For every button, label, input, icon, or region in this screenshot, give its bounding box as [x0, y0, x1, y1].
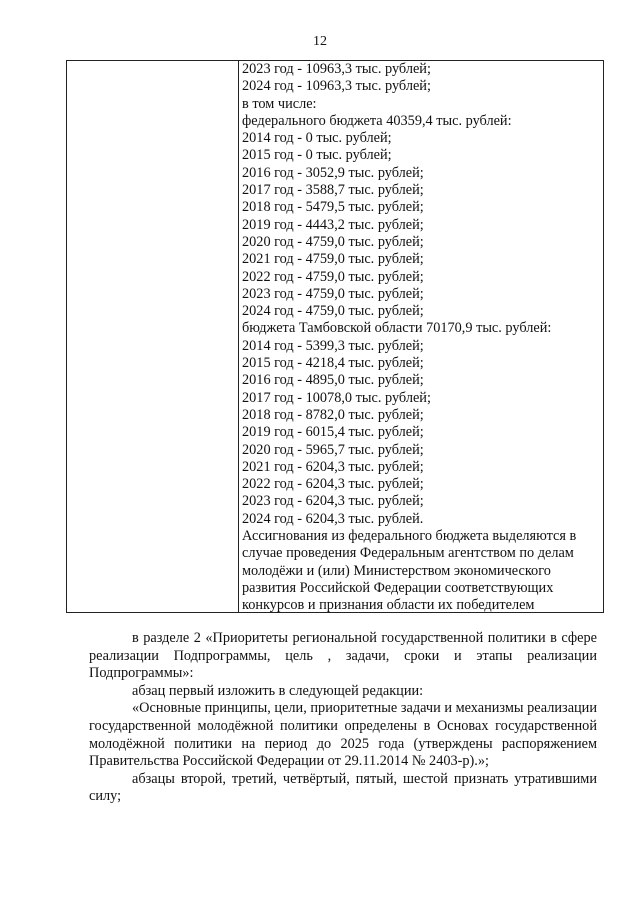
- table-line: 2016 год - 3052,9 тыс. рублей;: [242, 164, 424, 181]
- table-line: 2021 год - 4759,0 тыс. рублей;: [242, 251, 424, 268]
- table-column-divider: [238, 61, 239, 613]
- table-line: федерального бюджета 40359,4 тыс. рублей:: [242, 112, 512, 129]
- table-line: 2018 год - 8782,0 тыс. рублей;: [242, 406, 424, 423]
- table-line: 2020 год - 5965,7 тыс. рублей;: [242, 441, 424, 458]
- table-line: 2018 год - 5479,5 тыс. рублей;: [242, 199, 424, 216]
- table-line: 2024 год - 6204,3 тыс. рублей.: [242, 510, 424, 527]
- funding-table: [66, 60, 604, 613]
- table-line: 2015 год - 4218,4 тыс. рублей;: [242, 355, 424, 372]
- table-line: 2022 год - 4759,0 тыс. рублей;: [242, 268, 424, 285]
- body-text: [89, 630, 597, 806]
- page-number: 12: [313, 34, 327, 49]
- table-line: 2017 год - 10078,0 тыс. рублей;: [242, 389, 431, 406]
- table-line: 2023 год - 4759,0 тыс. рублей;: [242, 285, 424, 302]
- table-line: 2019 год - 6015,4 тыс. рублей;: [242, 424, 424, 441]
- table-line: 2014 год - 0 тыс. рублей;: [242, 130, 392, 147]
- table-line: в том числе:: [242, 95, 317, 112]
- table-line: 2017 год - 3588,7 тыс. рублей;: [242, 182, 424, 199]
- table-line: 2016 год - 4895,0 тыс. рублей;: [242, 372, 424, 389]
- table-right-cell: [242, 61, 602, 615]
- table-line: 2021 год - 6204,3 тыс. рублей;: [242, 458, 424, 475]
- table-line: 2019 год - 4443,2 тыс. рублей;: [242, 216, 424, 233]
- paragraph-abzacy-repeal: абзацы второй, третий, четвёртый, пятый, шестой признать утратившими силу;: [89, 770, 597, 805]
- table-line: 2020 год - 4759,0 тыс. рублей;: [242, 233, 424, 250]
- paragraph-quote: «Основные принципы, цели, приоритетные задачи и механизмы реализации государственной молодёжной политики определены в Основах государственной молодёжной политики на период до 2025 года (утверждены распоряжением Правительства Российской Федерации от 29.11.2014 № 2403-р).»;: [89, 700, 597, 770]
- table-line: 2023 год - 10963,3 тыс. рублей;: [242, 61, 431, 77]
- table-line: 2024 год - 4759,0 тыс. рублей;: [242, 303, 424, 320]
- paragraph-section-2: в разделе 2 «Приоритеты региональной государственной политики в сфере реализации Подпрограммы, цель , задачи, сроки и этапы реализации Подпрограммы»:: [89, 630, 597, 682]
- table-line: 2024 год - 10963,3 тыс. рублей;: [242, 78, 431, 95]
- table-line: 2022 год - 6204,3 тыс. рублей;: [242, 476, 424, 493]
- table-line: 2015 год - 0 тыс. рублей;: [242, 147, 392, 164]
- table-line: 2023 год - 6204,3 тыс. рублей;: [242, 493, 424, 510]
- table-line: 2014 год - 5399,3 тыс. рублей;: [242, 337, 424, 354]
- table-note: Ассигнования из федерального бюджета выделяются в случае проведения Федеральным агентством по делам молодёжи и (или) Министерством экономического развития Российской Федерации соответствующих конкурсов и признания области их победителем: [242, 528, 577, 614]
- table-line: бюджета Тамбовской области 70170,9 тыс. рублей:: [242, 320, 552, 337]
- paragraph-abzac-first: абзац первый изложить в следующей редакции:: [132, 682, 424, 699]
